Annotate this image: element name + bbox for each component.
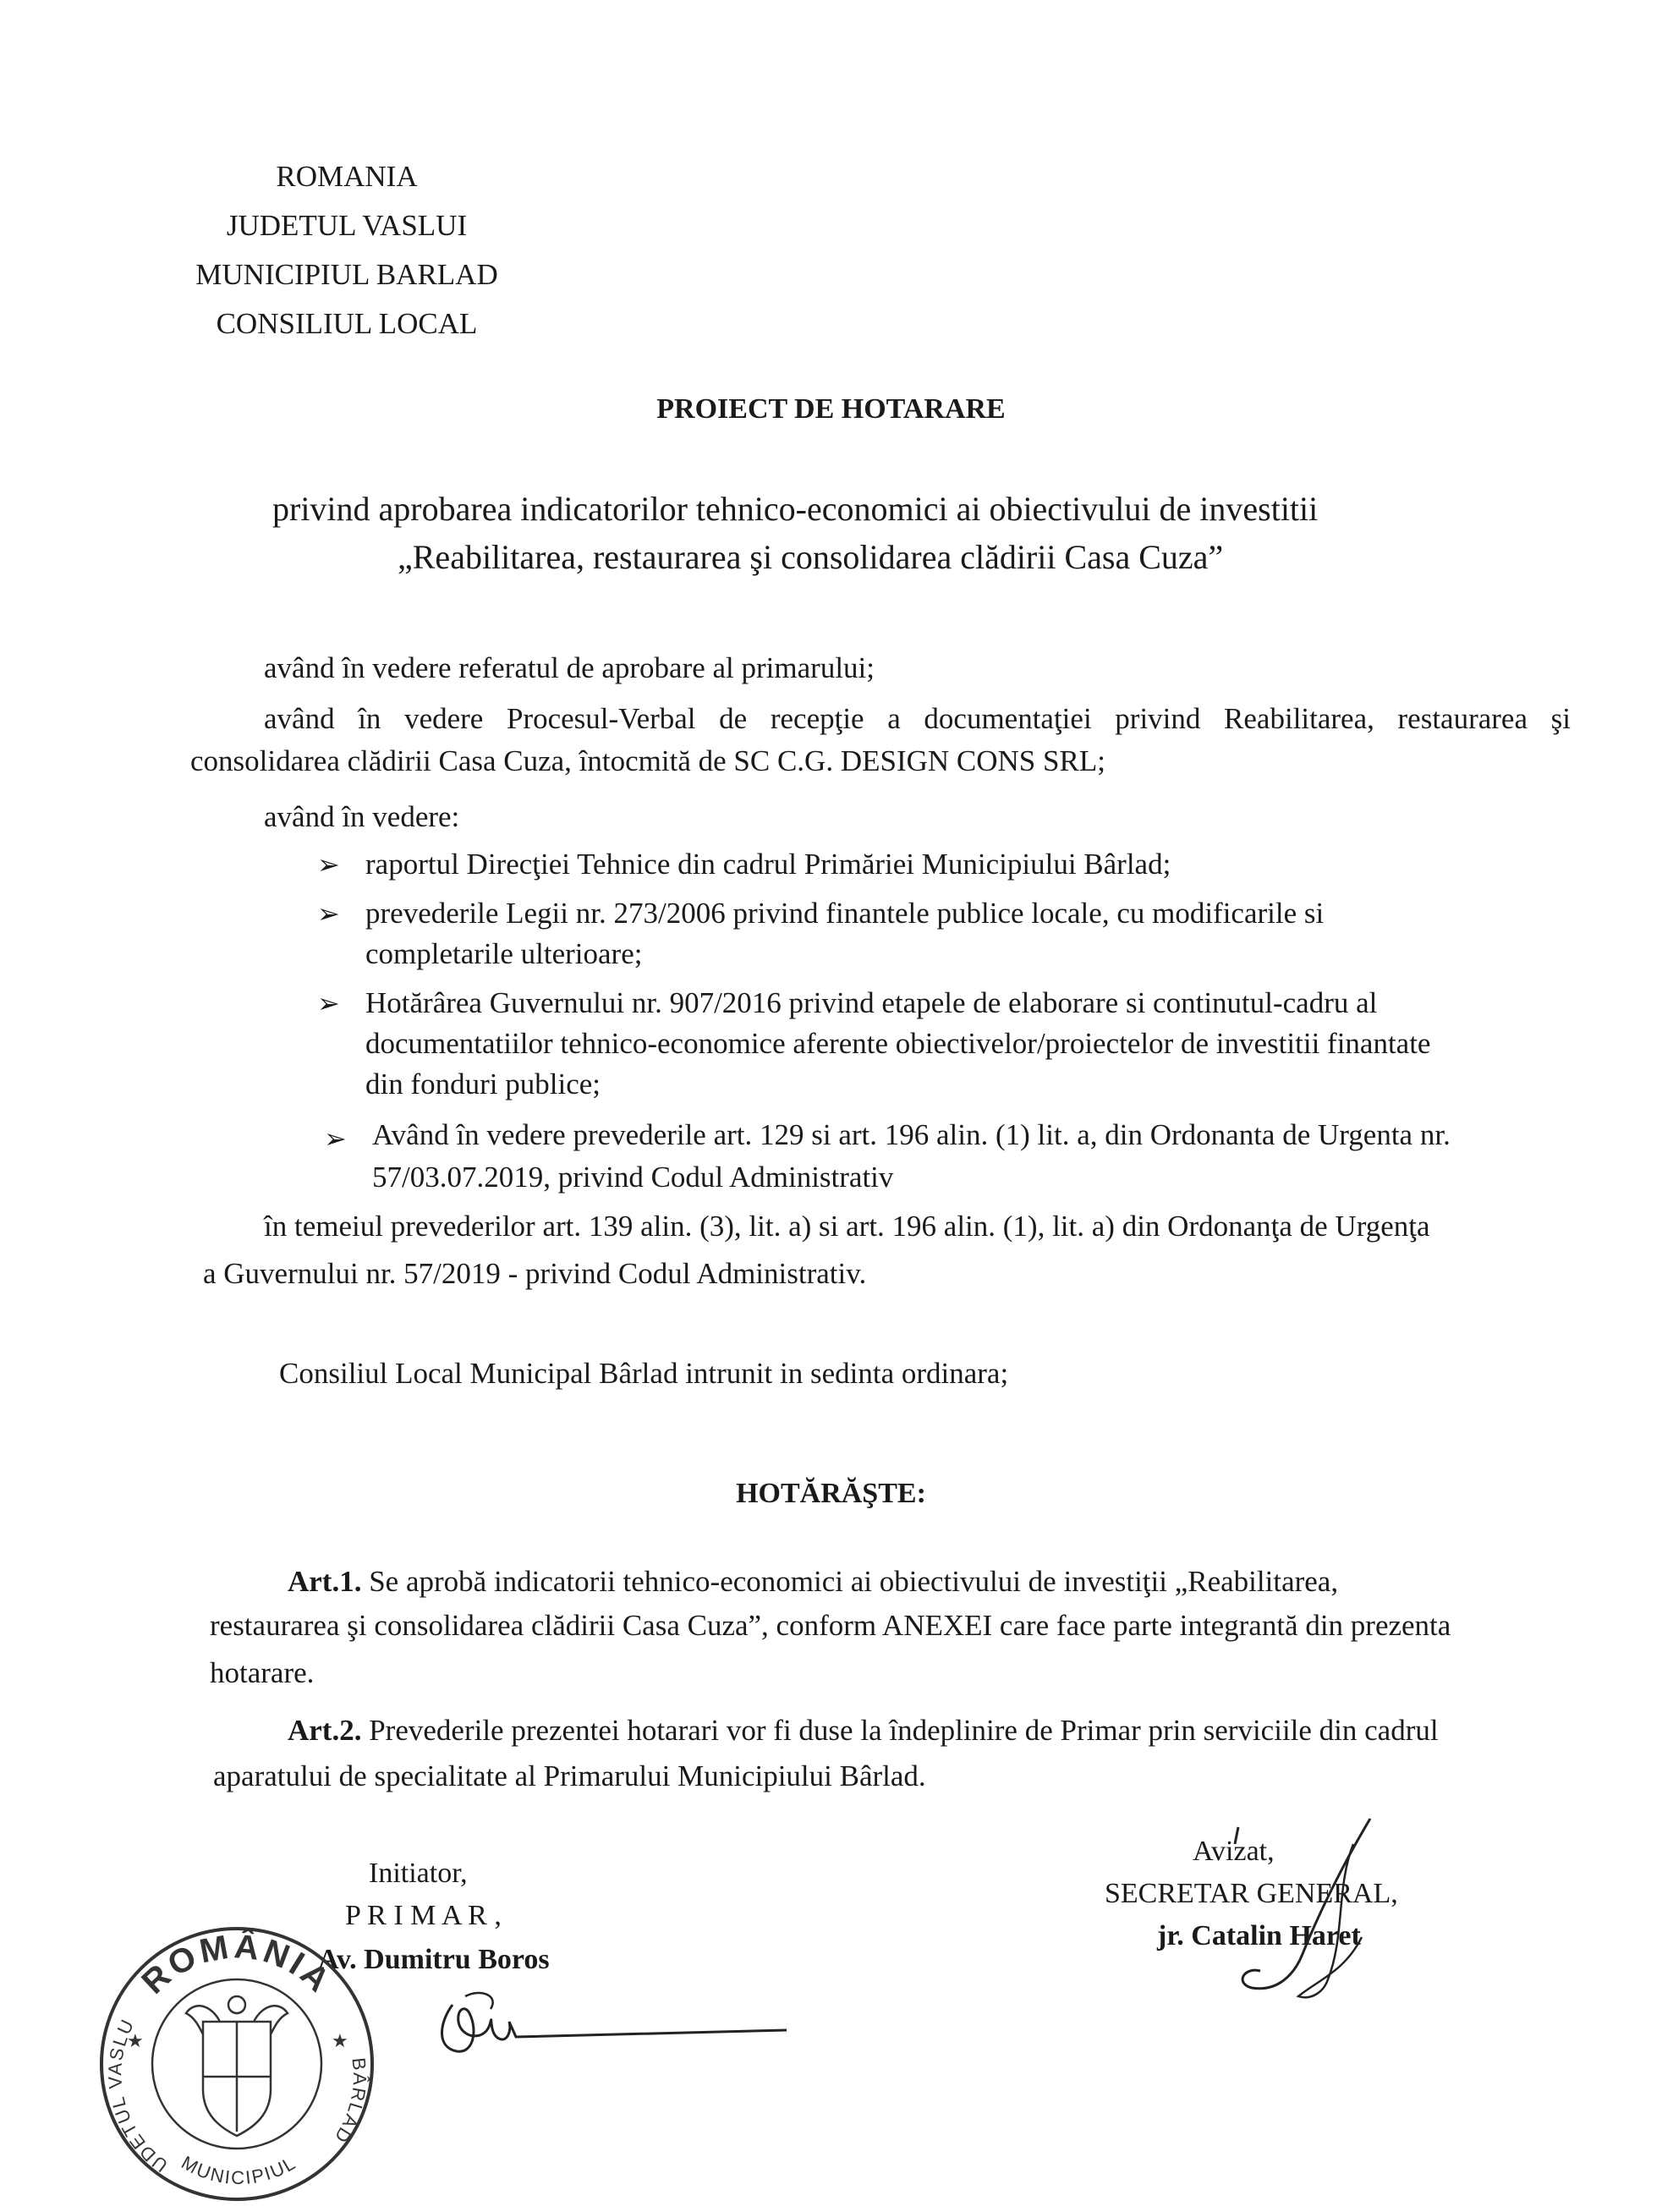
initiator-role: Initiator, xyxy=(369,1858,468,1889)
header-municipality: MUNICIPIUL BARLAD xyxy=(195,258,498,291)
preamble-proces-verbal-2: consolidarea clădirii Casa Cuza, întocmită de SC C.G. DESIGN CONS SRL; xyxy=(190,744,1105,777)
svg-text:ROMÂNIA xyxy=(134,1926,338,2001)
bullet-arrow-icon: ➢ xyxy=(317,849,340,880)
initiator-title: P R I M A R , xyxy=(345,1900,502,1931)
preamble-having-regard: având în vedere: xyxy=(264,800,460,833)
stamp-left-text: UDETUL VASLU xyxy=(104,2015,172,2177)
list-item-line: raportul Direcţiei Tehnice din cadrul Primăriei Municipiului Bârlad; xyxy=(365,848,1171,881)
issuer-header xyxy=(169,152,524,349)
svg-text:MUNICIPIUL xyxy=(178,2152,299,2188)
stamp-right-text: BÂRLAD xyxy=(329,2056,371,2149)
bullet-arrow-icon: ➢ xyxy=(317,988,340,1018)
header-country: ROMANIA xyxy=(276,160,418,193)
subtitle-line-1: privind aprobarea indicatorilor tehnico-economici ai obiectivului de investitii xyxy=(272,490,1319,528)
document-title: PROIECT DE HOTARARE xyxy=(656,393,1006,425)
svg-text:★: ★ xyxy=(127,2030,144,2051)
initiator-handwritten-signature xyxy=(406,1971,795,2064)
stamp-bottom-text: MUNICIPIUL xyxy=(178,2151,300,2188)
preamble-proces-verbal-1: având în vedere Procesul-Verbal de recepţie a documentaţiei privind Reabilitarea, restaurarea şi xyxy=(264,702,1571,735)
article-2-line-1: Art.2. Prevederile prezentei hotarari vor fi duse la îndeplinire de Primar prin serviciile din cadrul xyxy=(288,1714,1439,1747)
secretary-name: jr. Catalin Haret xyxy=(1157,1920,1361,1951)
article-2-label: Art.2. xyxy=(288,1714,362,1747)
decision-heading: HOTĂRĂŞTE: xyxy=(736,1478,926,1509)
subtitle-line-2: „Reabilitarea, restaurarea şi consolidarea clădirii Casa Cuza” xyxy=(398,538,1224,576)
list-item-line: Hotărârea Guvernului nr. 907/2016 privind etapele de elaborare si continutul-cadru al xyxy=(365,986,1378,1019)
secretary-role: Avizat, xyxy=(1193,1836,1275,1867)
bullet-arrow-icon: ➢ xyxy=(317,898,340,929)
list-item-line: din fonduri publice; xyxy=(365,1068,601,1101)
header-council: CONSILIUL LOCAL xyxy=(216,307,478,340)
list-item-line: prevederile Legii nr. 273/2006 privind finantele publice locale, cu modificarile si xyxy=(365,897,1325,930)
svg-text:★: ★ xyxy=(332,2030,348,2051)
preamble-council-session: Consiliul Local Municipal Bârlad intrunit in sedinta ordinara; xyxy=(279,1357,1009,1390)
list-item-line: 57/03.07.2019, privind Codul Administrativ xyxy=(372,1161,894,1194)
initiator-name: Av. Dumitru Boros xyxy=(318,1944,550,1975)
list-item-line: completarile ulterioare; xyxy=(365,937,643,970)
preamble-referat: având în vedere referatul de aprobare al primarului; xyxy=(264,651,875,684)
coat-of-arms-icon xyxy=(186,1996,288,2136)
stamp-top-text: ROMÂNIA xyxy=(134,1928,339,2001)
secretary-title: SECRETAR GENERAL, xyxy=(1105,1878,1398,1909)
preamble-legal-basis-1: în temeiul prevederilor art. 139 alin. (3), lit. a) si art. 196 alin. (1), lit. a) din Ordonanţa de Urgenţa xyxy=(264,1210,1430,1243)
article-1-line-1: Art.1. Se aprobă indicatorii tehnico-economici ai obiectivului de investiţii „Reabilitarea, xyxy=(288,1565,1339,1598)
article-1-line-2: restaurarea şi consolidarea clădirii Casa Cuza”, conform ANEXEI care face parte integrantă din prezenta xyxy=(210,1609,1451,1642)
list-item-line: Având în vedere prevederile art. 129 si art. 196 alin. (1) lit. a, din Ordonanta de Urgenta nr. xyxy=(372,1118,1451,1151)
header-county: JUDETUL VASLUI xyxy=(226,209,468,242)
article-1-line-3: hotarare. xyxy=(210,1656,315,1689)
list-item-line: documentatiilor tehnico-economice aferente obiectivelor/proiectelor de investitii finantate xyxy=(365,1027,1431,1060)
svg-text:BÂRLAD xyxy=(330,2056,370,2148)
preamble-legal-basis-2: a Guvernului nr. 57/2019 - privind Codul Administrativ. xyxy=(203,1257,867,1290)
bullet-arrow-icon: ➢ xyxy=(324,1123,347,1154)
article-1-label: Art.1. xyxy=(288,1565,362,1598)
article-2-line-2: aparatului de specialitate al Primarului Municipiului Bârlad. xyxy=(213,1759,926,1792)
official-stamp xyxy=(93,1920,381,2188)
secretary-handwritten-signature xyxy=(1218,1810,1404,2022)
